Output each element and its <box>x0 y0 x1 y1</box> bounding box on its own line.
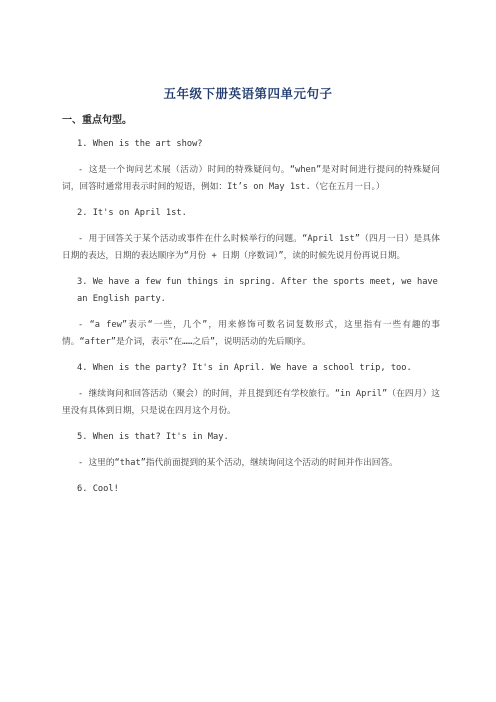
sentence-4: 4. When is the party? It's in April. We have a school trip, too. <box>77 363 412 373</box>
explanation-5: - 这里的“that”指代前面提到的某个活动，继续询问这个活动的时间并作出回答。 <box>78 458 398 468</box>
sentence-1: 1. When is the art show? <box>77 139 203 149</box>
explanation-1: - 这是一个询问艺术展（活动）时间的特殊疑问句。“when”是对时间进行提问的特殊疑问词，回答时通常用表示时间的短语，例如：It’s on May 1st.（它在五月一日。） <box>62 165 440 192</box>
sentence-5: 5. When is that? It's in May. <box>77 432 229 442</box>
sentence-list <box>62 136 444 507</box>
explanation-4: - 继续询问和回答活动（聚会）的时间，并且提到还有学校旅行。“in April”（在四月）这里没有具体到日期，只是说在四月这个月份。 <box>62 389 440 416</box>
page-title: 五年级下册英语第四单元句子 <box>163 86 333 101</box>
sentence-3: 3. We have a few fun things in spring. After the sports meet, we have an English party. <box>77 277 444 304</box>
sentence-6: 6. Cool! <box>77 484 119 494</box>
explanation-2: - 用于回答关于某个活动或事件在什么时候举行的问题。“April 1st”（四月一日）是具体日期的表达，日期的表达顺序为“月份 + 日期（序数词）”，读的时候先说月份再说日期。 <box>62 234 440 261</box>
sentence-2: 2. It's on April 1st. <box>77 208 187 218</box>
section-heading: 一、重点句型。 <box>62 115 132 126</box>
explanation-3: - “a few”表示“一些，几个”，用来修饰可数名词复数形式，这里指有一些有趣的事情。“after”是介词，表示“在……之后”，说明活动的先后顺序。 <box>62 320 440 347</box>
